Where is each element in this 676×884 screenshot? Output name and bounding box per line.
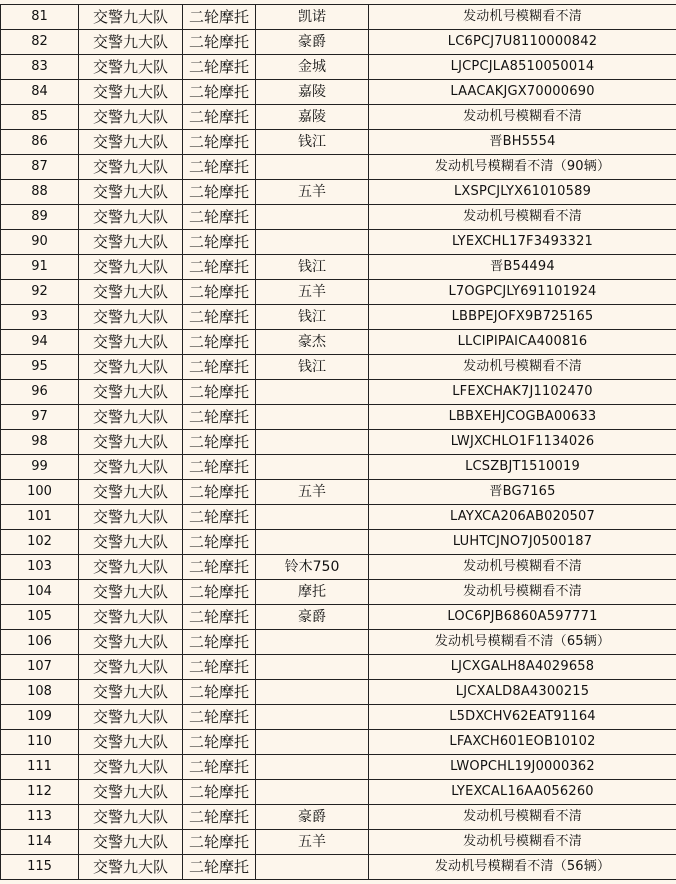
- brand-cell: [256, 730, 369, 755]
- brand-cell: [256, 455, 369, 480]
- unit-cell: 交警九大队: [79, 755, 183, 780]
- row-number-cell: 85: [1, 105, 79, 130]
- unit-cell: 交警九大队: [79, 830, 183, 855]
- brand-cell: [256, 230, 369, 255]
- brand-cell: 金城: [256, 55, 369, 80]
- vehicle-type-cell: 二轮摩托: [183, 555, 256, 580]
- table-row: [1, 305, 676, 330]
- brand-cell: [256, 530, 369, 555]
- table-row: [1, 55, 676, 80]
- unit-cell: 交警九大队: [79, 780, 183, 805]
- table-row: [1, 280, 676, 305]
- unit-cell: 交警九大队: [79, 405, 183, 430]
- unit-cell: 交警九大队: [79, 230, 183, 255]
- vehicle-type-cell: 二轮摩托: [183, 30, 256, 55]
- engine-number-cell: LWOPCHL19J0000362: [369, 755, 676, 780]
- vehicle-type-cell: 二轮摩托: [183, 155, 256, 180]
- table-row: [1, 455, 676, 480]
- engine-number-cell: 发动机号模糊看不清: [369, 830, 676, 855]
- vehicle-type-cell: 二轮摩托: [183, 305, 256, 330]
- table-row: [1, 630, 676, 655]
- vehicle-table-body: [1, 5, 676, 880]
- brand-cell: 五羊: [256, 480, 369, 505]
- unit-cell: 交警九大队: [79, 605, 183, 630]
- unit-cell: 交警九大队: [79, 130, 183, 155]
- brand-cell: 摩托: [256, 580, 369, 605]
- engine-number-cell: LXSPCJLYX61010589: [369, 180, 676, 205]
- engine-number-cell: 发动机号模糊看不清: [369, 355, 676, 380]
- table-row: [1, 855, 676, 880]
- table-row: [1, 380, 676, 405]
- row-number-cell: 95: [1, 355, 79, 380]
- unit-cell: 交警九大队: [79, 705, 183, 730]
- table-row: [1, 755, 676, 780]
- row-number-cell: 87: [1, 155, 79, 180]
- brand-cell: [256, 755, 369, 780]
- brand-cell: 钱江: [256, 130, 369, 155]
- vehicle-type-cell: 二轮摩托: [183, 255, 256, 280]
- vehicle-type-cell: 二轮摩托: [183, 130, 256, 155]
- row-number-cell: 106: [1, 630, 79, 655]
- unit-cell: 交警九大队: [79, 280, 183, 305]
- unit-cell: 交警九大队: [79, 555, 183, 580]
- engine-number-cell: 发动机号模糊看不清（56辆）: [369, 855, 676, 880]
- row-number-cell: 115: [1, 855, 79, 880]
- vehicle-type-cell: 二轮摩托: [183, 755, 256, 780]
- vehicle-type-cell: 二轮摩托: [183, 230, 256, 255]
- table-row: [1, 180, 676, 205]
- unit-cell: 交警九大队: [79, 255, 183, 280]
- engine-number-cell: LLCIPIPAICA400816: [369, 330, 676, 355]
- engine-number-cell: LYEXCAL16AA056260: [369, 780, 676, 805]
- row-number-cell: 114: [1, 830, 79, 855]
- row-number-cell: 86: [1, 130, 79, 155]
- unit-cell: 交警九大队: [79, 655, 183, 680]
- vehicle-type-cell: 二轮摩托: [183, 830, 256, 855]
- table-row: [1, 355, 676, 380]
- engine-number-cell: LJCXGALH8A4029658: [369, 655, 676, 680]
- engine-number-cell: 晋BG7165: [369, 480, 676, 505]
- row-number-cell: 102: [1, 530, 79, 555]
- vehicle-type-cell: 二轮摩托: [183, 430, 256, 455]
- row-number-cell: 91: [1, 255, 79, 280]
- vehicle-type-cell: 二轮摩托: [183, 805, 256, 830]
- unit-cell: 交警九大队: [79, 730, 183, 755]
- brand-cell: 五羊: [256, 830, 369, 855]
- vehicle-type-cell: 二轮摩托: [183, 380, 256, 405]
- vehicle-type-cell: 二轮摩托: [183, 855, 256, 880]
- brand-cell: [256, 680, 369, 705]
- engine-number-cell: LJCPCJLA8510050014: [369, 55, 676, 80]
- row-number-cell: 112: [1, 780, 79, 805]
- brand-cell: [256, 380, 369, 405]
- table-row: [1, 30, 676, 55]
- table-row: [1, 655, 676, 680]
- unit-cell: 交警九大队: [79, 180, 183, 205]
- brand-cell: 凯诺: [256, 5, 369, 30]
- brand-cell: 钱江: [256, 355, 369, 380]
- engine-number-cell: LCSZBJT1510019: [369, 455, 676, 480]
- row-number-cell: 83: [1, 55, 79, 80]
- table-row: [1, 5, 676, 30]
- table-row: [1, 680, 676, 705]
- row-number-cell: 108: [1, 680, 79, 705]
- table-row: [1, 155, 676, 180]
- vehicle-type-cell: 二轮摩托: [183, 280, 256, 305]
- table-row: [1, 730, 676, 755]
- engine-number-cell: 发动机号模糊看不清: [369, 580, 676, 605]
- unit-cell: 交警九大队: [79, 155, 183, 180]
- brand-cell: [256, 155, 369, 180]
- unit-cell: 交警九大队: [79, 380, 183, 405]
- vehicle-type-cell: 二轮摩托: [183, 705, 256, 730]
- engine-number-cell: LUHTCJNO7J0500187: [369, 530, 676, 555]
- table-row: [1, 780, 676, 805]
- brand-cell: 钱江: [256, 305, 369, 330]
- vehicle-type-cell: 二轮摩托: [183, 605, 256, 630]
- brand-cell: 豪爵: [256, 805, 369, 830]
- engine-number-cell: 发动机号模糊看不清: [369, 555, 676, 580]
- unit-cell: 交警九大队: [79, 330, 183, 355]
- table-row: [1, 255, 676, 280]
- table-row: [1, 405, 676, 430]
- row-number-cell: 107: [1, 655, 79, 680]
- unit-cell: 交警九大队: [79, 5, 183, 30]
- vehicle-type-cell: 二轮摩托: [183, 180, 256, 205]
- unit-cell: 交警九大队: [79, 455, 183, 480]
- unit-cell: 交警九大队: [79, 105, 183, 130]
- vehicle-type-cell: 二轮摩托: [183, 5, 256, 30]
- brand-cell: 铃木750: [256, 555, 369, 580]
- table-row: [1, 830, 676, 855]
- engine-number-cell: 晋B54494: [369, 255, 676, 280]
- unit-cell: 交警九大队: [79, 680, 183, 705]
- unit-cell: 交警九大队: [79, 480, 183, 505]
- engine-number-cell: LYEXCHL17F3493321: [369, 230, 676, 255]
- engine-number-cell: 发动机号模糊看不清: [369, 5, 676, 30]
- brand-cell: 豪爵: [256, 605, 369, 630]
- engine-number-cell: LC6PCJ7U8110000842: [369, 30, 676, 55]
- table-row: [1, 130, 676, 155]
- brand-cell: [256, 780, 369, 805]
- unit-cell: 交警九大队: [79, 80, 183, 105]
- engine-number-cell: LFEXCHAK7J1102470: [369, 380, 676, 405]
- unit-cell: 交警九大队: [79, 855, 183, 880]
- vehicle-type-cell: 二轮摩托: [183, 355, 256, 380]
- vehicle-type-cell: 二轮摩托: [183, 455, 256, 480]
- table-row: [1, 205, 676, 230]
- engine-number-cell: 发动机号模糊看不清（90辆）: [369, 155, 676, 180]
- vehicle-type-cell: 二轮摩托: [183, 630, 256, 655]
- vehicle-type-cell: 二轮摩托: [183, 530, 256, 555]
- vehicle-type-cell: 二轮摩托: [183, 730, 256, 755]
- unit-cell: 交警九大队: [79, 55, 183, 80]
- engine-number-cell: 晋BH5554: [369, 130, 676, 155]
- table-row: [1, 330, 676, 355]
- row-number-cell: 103: [1, 555, 79, 580]
- vehicle-table-container: [0, 4, 676, 880]
- row-number-cell: 98: [1, 430, 79, 455]
- brand-cell: [256, 430, 369, 455]
- brand-cell: [256, 655, 369, 680]
- engine-number-cell: LWJXCHLO1F1134026: [369, 430, 676, 455]
- row-number-cell: 100: [1, 480, 79, 505]
- brand-cell: [256, 405, 369, 430]
- engine-number-cell: 发动机号模糊看不清（65辆）: [369, 630, 676, 655]
- unit-cell: 交警九大队: [79, 530, 183, 555]
- engine-number-cell: 发动机号模糊看不清: [369, 805, 676, 830]
- unit-cell: 交警九大队: [79, 305, 183, 330]
- row-number-cell: 97: [1, 405, 79, 430]
- unit-cell: 交警九大队: [79, 205, 183, 230]
- row-number-cell: 84: [1, 80, 79, 105]
- engine-number-cell: LAACAKJGX70000690: [369, 80, 676, 105]
- row-number-cell: 88: [1, 180, 79, 205]
- vehicle-table: [0, 4, 676, 880]
- row-number-cell: 111: [1, 755, 79, 780]
- row-number-cell: 89: [1, 205, 79, 230]
- engine-number-cell: LAYXCA206AB020507: [369, 505, 676, 530]
- vehicle-type-cell: 二轮摩托: [183, 480, 256, 505]
- vehicle-type-cell: 二轮摩托: [183, 405, 256, 430]
- brand-cell: 钱江: [256, 255, 369, 280]
- vehicle-type-cell: 二轮摩托: [183, 655, 256, 680]
- table-row: [1, 80, 676, 105]
- table-row: [1, 480, 676, 505]
- brand-cell: 豪爵: [256, 30, 369, 55]
- row-number-cell: 105: [1, 605, 79, 630]
- table-row: [1, 580, 676, 605]
- row-number-cell: 93: [1, 305, 79, 330]
- table-row: [1, 230, 676, 255]
- table-row: [1, 530, 676, 555]
- engine-number-cell: 发动机号模糊看不清: [369, 205, 676, 230]
- row-number-cell: 99: [1, 455, 79, 480]
- row-number-cell: 110: [1, 730, 79, 755]
- table-row: [1, 505, 676, 530]
- engine-number-cell: 发动机号模糊看不清: [369, 105, 676, 130]
- brand-cell: 豪杰: [256, 330, 369, 355]
- brand-cell: 五羊: [256, 280, 369, 305]
- row-number-cell: 90: [1, 230, 79, 255]
- row-number-cell: 94: [1, 330, 79, 355]
- unit-cell: 交警九大队: [79, 430, 183, 455]
- row-number-cell: 113: [1, 805, 79, 830]
- brand-cell: [256, 205, 369, 230]
- brand-cell: [256, 505, 369, 530]
- unit-cell: 交警九大队: [79, 505, 183, 530]
- unit-cell: 交警九大队: [79, 805, 183, 830]
- brand-cell: 嘉陵: [256, 105, 369, 130]
- engine-number-cell: LFAXCH601EOB10102: [369, 730, 676, 755]
- vehicle-type-cell: 二轮摩托: [183, 205, 256, 230]
- engine-number-cell: L7OGPCJLY691101924: [369, 280, 676, 305]
- engine-number-cell: L5DXCHV62EAT91164: [369, 705, 676, 730]
- vehicle-type-cell: 二轮摩托: [183, 55, 256, 80]
- brand-cell: 嘉陵: [256, 80, 369, 105]
- unit-cell: 交警九大队: [79, 580, 183, 605]
- row-number-cell: 81: [1, 5, 79, 30]
- brand-cell: 五羊: [256, 180, 369, 205]
- unit-cell: 交警九大队: [79, 30, 183, 55]
- table-row: [1, 605, 676, 630]
- row-number-cell: 109: [1, 705, 79, 730]
- row-number-cell: 104: [1, 580, 79, 605]
- table-row: [1, 805, 676, 830]
- row-number-cell: 82: [1, 30, 79, 55]
- engine-number-cell: LBBXEHJCOGBA00633: [369, 405, 676, 430]
- brand-cell: [256, 705, 369, 730]
- vehicle-type-cell: 二轮摩托: [183, 505, 256, 530]
- vehicle-type-cell: 二轮摩托: [183, 680, 256, 705]
- table-row: [1, 705, 676, 730]
- brand-cell: [256, 855, 369, 880]
- table-row: [1, 430, 676, 455]
- vehicle-type-cell: 二轮摩托: [183, 80, 256, 105]
- brand-cell: [256, 630, 369, 655]
- engine-number-cell: LBBPEJOFX9B725165: [369, 305, 676, 330]
- row-number-cell: 96: [1, 380, 79, 405]
- vehicle-type-cell: 二轮摩托: [183, 330, 256, 355]
- vehicle-type-cell: 二轮摩托: [183, 580, 256, 605]
- vehicle-type-cell: 二轮摩托: [183, 105, 256, 130]
- table-row: [1, 105, 676, 130]
- table-row: [1, 555, 676, 580]
- row-number-cell: 92: [1, 280, 79, 305]
- vehicle-type-cell: 二轮摩托: [183, 780, 256, 805]
- unit-cell: 交警九大队: [79, 630, 183, 655]
- row-number-cell: 101: [1, 505, 79, 530]
- engine-number-cell: LJCXALD8A4300215: [369, 680, 676, 705]
- unit-cell: 交警九大队: [79, 355, 183, 380]
- engine-number-cell: LOC6PJB6860A597771: [369, 605, 676, 630]
